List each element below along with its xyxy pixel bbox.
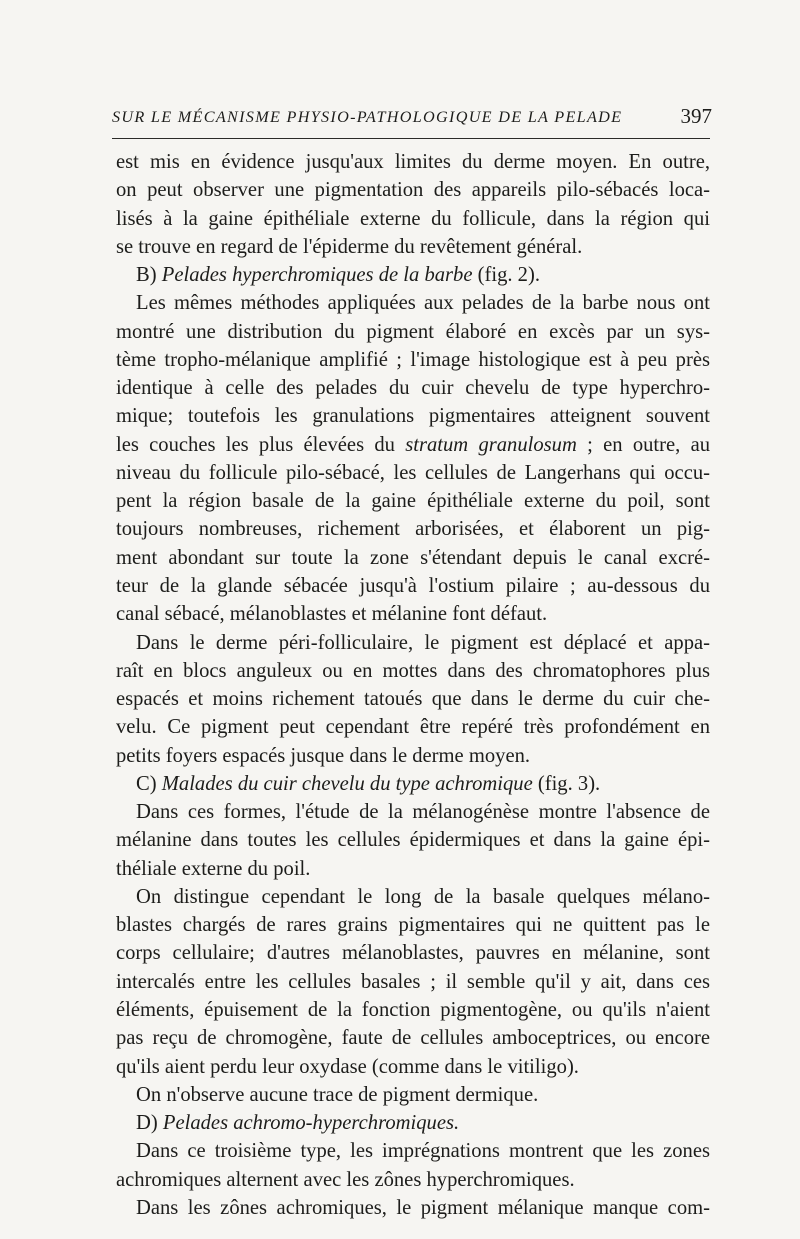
text-line: Dans le derme péri-folliculaire, le pigment est déplacé et appa-	[136, 631, 710, 654]
text-line	[116, 770, 710, 798]
line-suffix: ; en outre, au	[576, 433, 711, 456]
text-line: mélanine dans toutes les cellules épidermiques et dans la gaine épi-	[116, 829, 710, 852]
italic-phrase: Pelades hyperchromiques de la barbe	[161, 264, 473, 287]
text-line: achromiques alternent avec les zônes hyperchromiques.	[116, 1168, 575, 1191]
text-line: velu. Ce pigment peut cependant être repéré très profondément en	[116, 716, 710, 739]
text-line: canal sébacé, mélanoblastes et mélanine font défaut.	[116, 603, 548, 626]
text-line: se trouve en regard de l'épiderme du revêtement général.	[116, 235, 583, 258]
text-line	[116, 1109, 710, 1137]
line-prefix: D)	[136, 1112, 163, 1135]
text-line: ment abondant sur toute la zone s'étendant depuis le canal excré-	[116, 546, 710, 569]
text-line: pas reçu de chromogène, faute de cellules amboceptrices, ou encore	[116, 1027, 710, 1050]
text-line: Les mêmes méthodes appliquées aux pelades de la barbe nous ont	[136, 292, 710, 315]
text-line: corps cellulaire; d'autres mélanoblastes, pauvres en mélanine, sont	[116, 942, 710, 965]
line-prefix: C)	[136, 772, 162, 795]
text-line: Dans les zônes achromiques, le pigment mélanique manque com-	[136, 1196, 710, 1219]
text-line: teur de la glande sébacée jusqu'à l'ostium pilaire ; au-dessous du	[116, 574, 710, 597]
text-line: niveau du follicule pilo-sébacé, les cellules de Langerhans qui occu-	[116, 461, 710, 484]
running-title: SUR LE MÉCANISME PHYSIO-PATHOLOGIQUE DE LA PELADE	[112, 108, 623, 126]
running-head	[108, 102, 712, 136]
text-line: On n'observe aucune trace de pigment dermique.	[136, 1083, 539, 1106]
text-line	[116, 261, 710, 289]
text-line: pent la région basale de la gaine épithéliale externe du poil, sont	[116, 490, 710, 513]
line-suffix: (fig. 2).	[472, 264, 540, 287]
text-line	[116, 431, 710, 459]
text-line: blastes chargés de rares grains pigmentaires qui ne quittent pas le	[116, 914, 710, 937]
text-line: éléments, épuisement de la fonction pigmentogène, ou qu'ils n'aient	[116, 998, 710, 1021]
italic-phrase: Pelades achromo-hyperchromiques.	[162, 1112, 460, 1135]
text-line: petits foyers espacés jusque dans le derme moyen.	[116, 744, 531, 767]
text-line: lisés à la gaine épithéliale externe du follicule, dans la région qui	[116, 207, 710, 230]
line-prefix: les couches les plus élevées du	[116, 433, 406, 456]
text-line: identique à celle des pelades du cuir chevelu de type hyperchro-	[116, 377, 710, 400]
text-line: toujours nombreuses, richement arborisées, et élaborent un pig-	[116, 518, 710, 541]
line-suffix: (fig. 3).	[532, 772, 601, 795]
text-line: on peut observer une pigmentation des appareils pilo-sébacés loca-	[116, 179, 710, 202]
italic-phrase: stratum granulosum	[405, 433, 577, 456]
text-line: espacés et moins richement tatoués que dans le derme du cuir che-	[116, 688, 710, 711]
text-line: mique; toutefois les granulations pigmentaires atteignent souvent	[116, 405, 710, 428]
text-line: intercalés entre les cellules basales ; il semble qu'il y ait, dans ces	[116, 970, 710, 993]
header-rule	[112, 138, 710, 139]
body-text	[116, 148, 710, 1222]
text-line: qu'ils aient perdu leur oxydase (comme dans le vitiligo).	[116, 1055, 579, 1078]
text-line: raît en blocs anguleux ou en mottes dans des chromatophores plus	[116, 659, 710, 682]
text-line: théliale externe du poil.	[116, 857, 311, 880]
text-line: Dans ces formes, l'étude de la mélanogénèse montre l'absence de	[136, 801, 710, 824]
text-line: est mis en évidence jusqu'aux limites du derme moyen. En outre,	[116, 151, 710, 173]
page-number: 397	[680, 104, 712, 128]
line-prefix: B)	[136, 264, 162, 287]
text-line: Dans ce troisième type, les imprégnations montrent que les zones	[136, 1140, 710, 1163]
text-line: montré une distribution du pigment élaboré en excès par un sys-	[116, 320, 710, 343]
italic-phrase: Malades du cuir chevelu du type achromique	[161, 772, 533, 795]
text-line: tème tropho-mélanique amplifié ; l'image histologique est à peu près	[116, 348, 710, 371]
text-line: On distingue cependant le long de la basale quelques mélano-	[136, 885, 710, 908]
